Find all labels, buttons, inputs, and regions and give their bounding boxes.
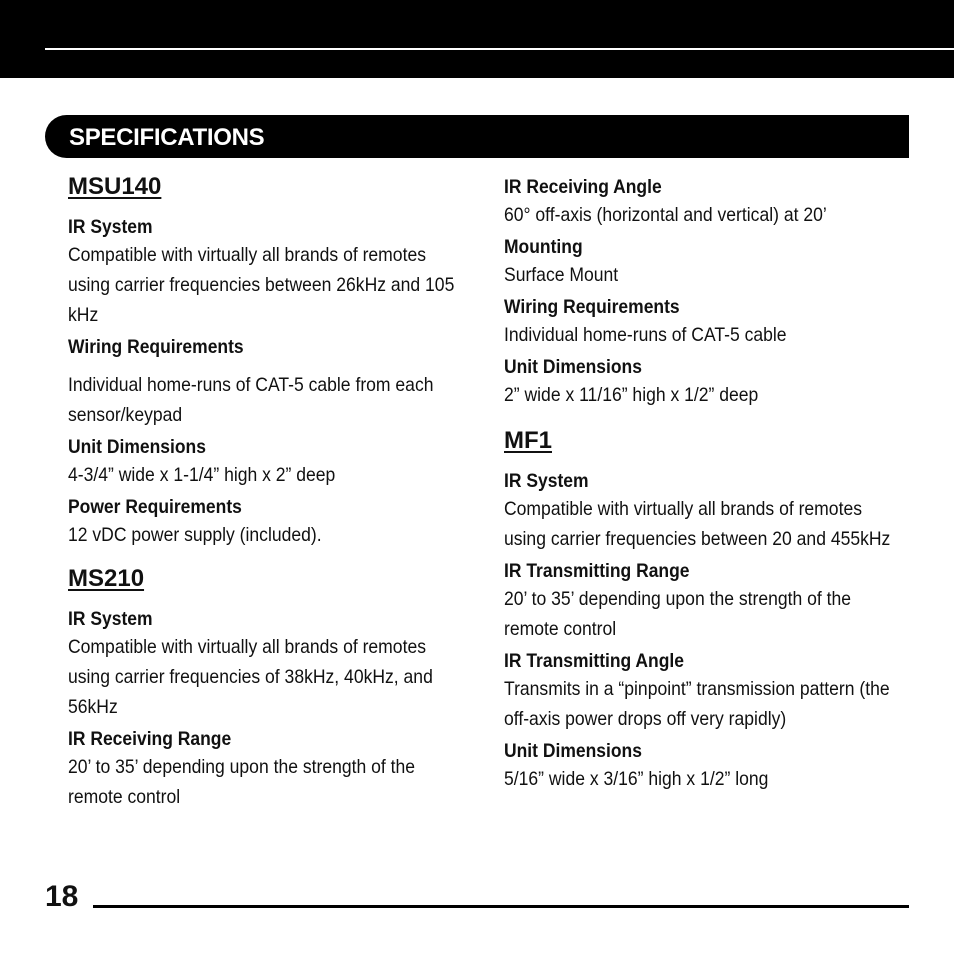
spec-heading: Mounting xyxy=(504,237,583,258)
spec-text: 12 vDC power supply (included). xyxy=(68,524,322,546)
top-header-bar xyxy=(0,0,954,78)
spec-mounting xyxy=(504,236,914,290)
spec-dimensions xyxy=(68,436,478,490)
spec-wiring xyxy=(68,336,478,430)
spec-heading: Wiring Requirements xyxy=(68,337,244,358)
spec-dimensions xyxy=(504,740,914,794)
spec-transmitting-angle xyxy=(504,650,914,734)
model-heading-msu140: MSU140 xyxy=(68,173,162,200)
spec-text: 5/16” wide x 3/16” high x 1/2” long xyxy=(504,768,769,790)
spec-wiring xyxy=(504,296,914,350)
spec-text: Surface Mount xyxy=(504,264,619,286)
spec-text: Compatible with virtually all brands of remotes using carrier frequencies between 20 and 455kHz xyxy=(504,498,891,550)
spec-heading: Unit Dimensions xyxy=(504,741,642,762)
spec-heading: IR System xyxy=(68,609,153,630)
spec-text: 4-3/4” wide x 1-1/4” high x 2” deep xyxy=(68,464,336,486)
right-column xyxy=(504,176,914,800)
spec-heading: Power Requirements xyxy=(68,497,242,518)
spec-ir-system xyxy=(504,470,914,554)
spec-receiving-range xyxy=(68,728,478,812)
spec-text: 60° off-axis (horizontal and vertical) at 20’ xyxy=(504,204,827,226)
spec-power xyxy=(68,496,478,550)
spec-heading: IR Transmitting Angle xyxy=(504,651,684,672)
spec-receiving-angle xyxy=(504,176,914,230)
left-column xyxy=(68,172,478,818)
spec-text: Individual home-runs of CAT-5 cable from each sensor/keypad xyxy=(68,374,434,426)
spec-heading: IR Receiving Angle xyxy=(504,177,662,198)
spec-heading: IR System xyxy=(68,217,153,238)
spec-heading: IR Receiving Range xyxy=(68,729,232,750)
model-heading-mf1: MF1 xyxy=(504,427,552,454)
page-number: 18 xyxy=(45,880,79,913)
header-rule xyxy=(45,48,954,50)
spec-heading: IR Transmitting Range xyxy=(504,561,690,582)
spec-dimensions xyxy=(504,356,914,410)
spec-heading: Wiring Requirements xyxy=(504,297,680,318)
section-title: SPECIFICATIONS xyxy=(69,124,265,151)
spec-text: Compatible with virtually all brands of remotes using carrier frequencies of 38kHz, 40kHz, and 56kHz xyxy=(68,636,433,718)
spec-text: Compatible with virtually all brands of remotes using carrier frequencies between 26kHz and 105 kHz xyxy=(68,244,455,326)
model-heading-ms210: MS210 xyxy=(68,565,145,592)
spec-text: Individual home-runs of CAT-5 cable xyxy=(504,324,787,346)
footer-rule xyxy=(93,905,909,908)
spec-heading: IR System xyxy=(504,471,589,492)
spec-text: 20’ to 35’ depending upon the strength of the remote control xyxy=(504,588,852,640)
spec-transmitting-range xyxy=(504,560,914,644)
spec-text: Transmits in a “pinpoint” transmission pattern (the off-axis power drops off very rapidly) xyxy=(504,678,890,730)
spec-ir-system xyxy=(68,216,478,330)
spec-text: 2” wide x 11/16” high x 1/2” deep xyxy=(504,384,759,406)
spec-text: 20’ to 35’ depending upon the strength of the remote control xyxy=(68,756,416,808)
section-banner xyxy=(45,115,909,158)
spec-ir-system xyxy=(68,608,478,722)
spec-heading: Unit Dimensions xyxy=(68,437,206,458)
spec-heading: Unit Dimensions xyxy=(504,357,642,378)
